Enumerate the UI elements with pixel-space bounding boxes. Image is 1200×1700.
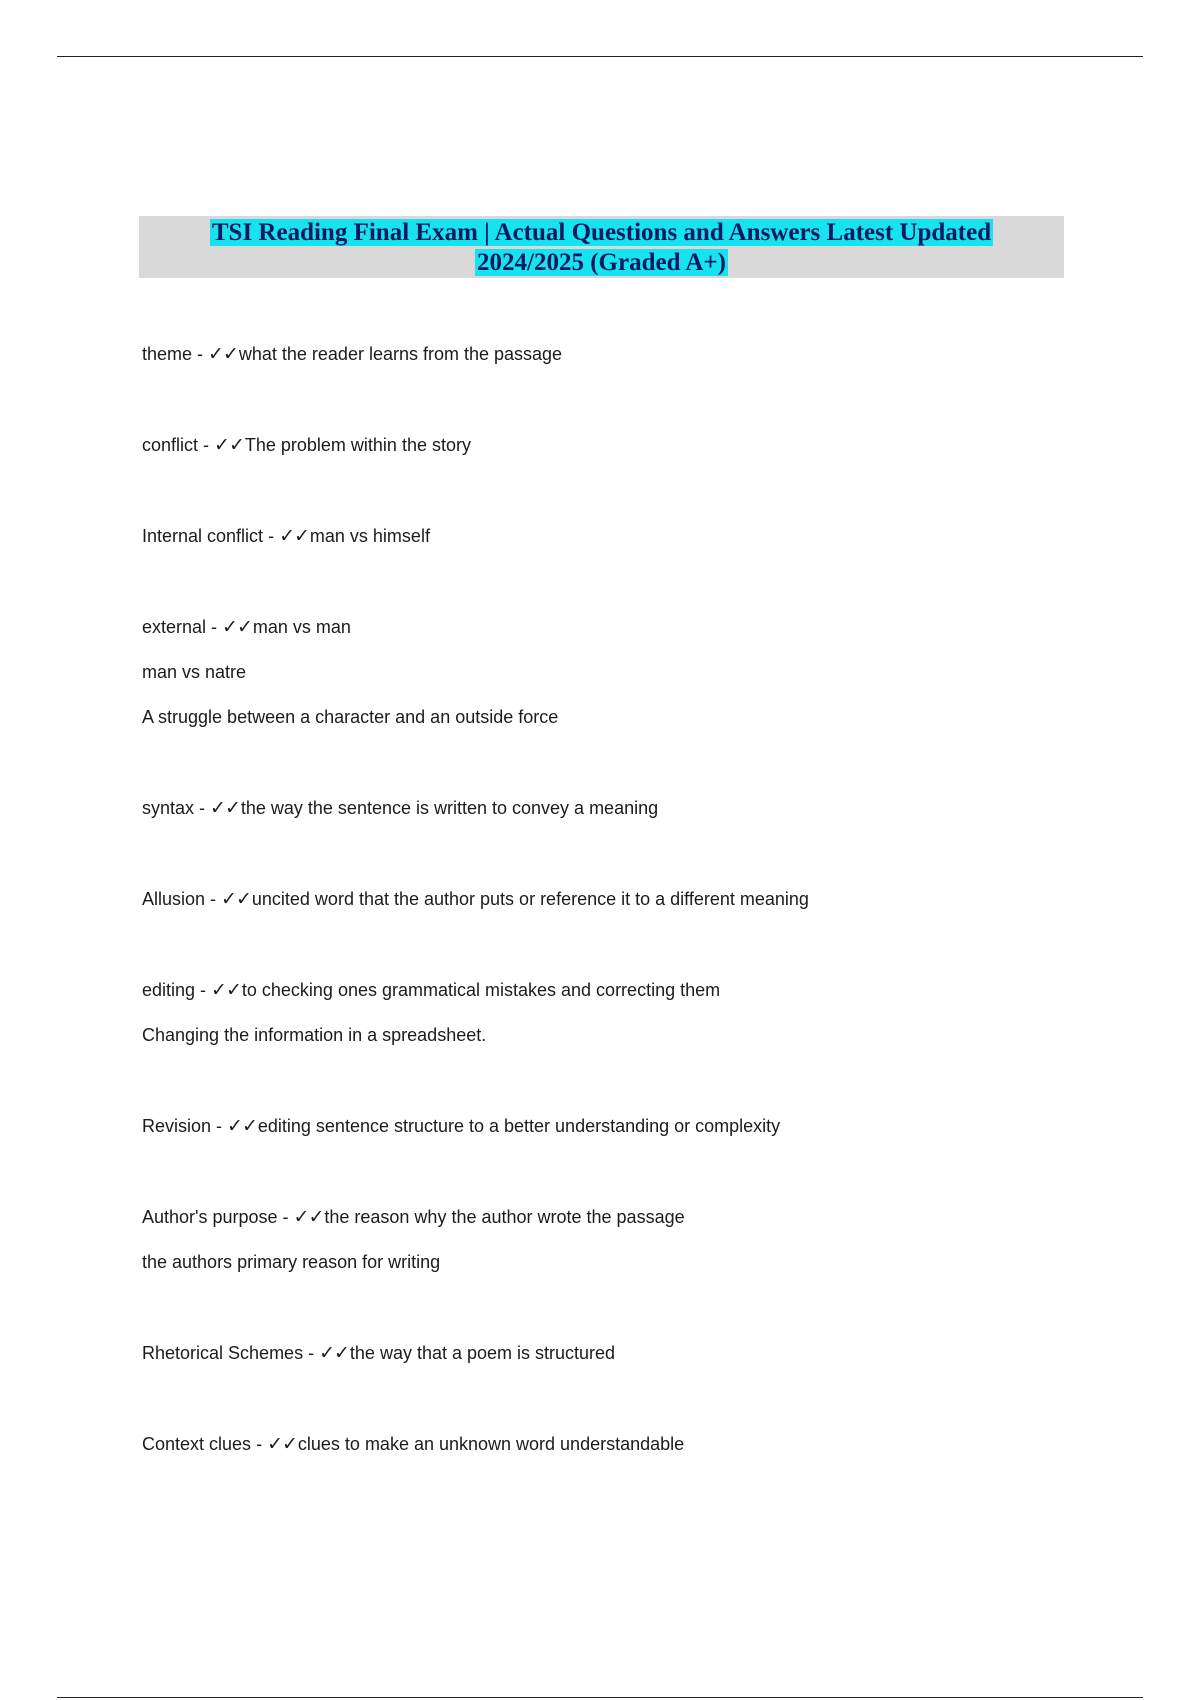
- answer: editing sentence structure to a better understanding or complexity: [257, 1116, 781, 1136]
- answer: The problem within the story: [244, 435, 471, 455]
- qa-entry: [142, 434, 1122, 456]
- term: syntax: [142, 798, 195, 818]
- qa-line: Rhetorical Schemes - ✓✓the way that a poem is structured: [142, 1342, 616, 1364]
- qa-line: Allusion - ✓✓uncited word that the author puts or reference it to a different meaning: [142, 888, 809, 910]
- double-check-icon: ✓✓: [208, 343, 238, 365]
- answer: clues to make an unknown word understandable: [297, 1434, 685, 1454]
- answer: the way that a poem is structured: [349, 1343, 616, 1363]
- title-line-1: TSI Reading Final Exam | Actual Questions and Answers Latest Updated: [211, 219, 992, 246]
- qa-line: external - ✓✓man vs man: [142, 616, 351, 638]
- qa-line: conflict - ✓✓The problem within the story: [142, 434, 471, 456]
- double-check-icon: ✓✓: [279, 525, 309, 547]
- qa-entry: [142, 525, 1122, 547]
- qa-entry: [142, 888, 1122, 910]
- qa-entry: [142, 1433, 1122, 1455]
- term: Rhetorical Schemes: [142, 1343, 304, 1363]
- answer: the reason why the author wrote the passage: [324, 1207, 685, 1227]
- answer-extra-line: Changing the information in a spreadsheet.: [142, 1025, 487, 1045]
- qa-line: theme - ✓✓what the reader learns from the passage: [142, 343, 563, 365]
- qa-entry: [142, 1342, 1122, 1364]
- qa-entry: [142, 979, 1122, 1046]
- double-check-icon: ✓✓: [211, 979, 241, 1001]
- term: Context clues: [142, 1434, 252, 1454]
- qa-line: syntax - ✓✓the way the sentence is written to convey a meaning: [142, 797, 659, 819]
- qa-entry: [142, 797, 1122, 819]
- footer-rule: [57, 1697, 1143, 1698]
- qa-entry: [142, 1206, 1122, 1273]
- answer: man vs himself: [309, 526, 430, 546]
- header-rule: [57, 56, 1143, 57]
- double-check-icon: ✓✓: [221, 888, 251, 910]
- qa-entry: [142, 343, 1122, 365]
- answer-extra-line: man vs natre: [142, 662, 247, 682]
- qa-line: Internal conflict - ✓✓man vs himself: [142, 525, 430, 547]
- double-check-icon: ✓✓: [222, 616, 252, 638]
- qa-line: editing - ✓✓to checking ones grammatical mistakes and correcting them: [142, 979, 721, 1001]
- answer-extra-line: A struggle between a character and an outside force: [142, 707, 559, 727]
- term: Author's purpose: [142, 1207, 278, 1227]
- qa-entry: [142, 616, 1122, 728]
- answer: to checking ones grammatical mistakes and correcting them: [241, 980, 721, 1000]
- qa-entry: [142, 1115, 1122, 1137]
- qa-line: Context clues - ✓✓clues to make an unknown word understandable: [142, 1433, 685, 1455]
- double-check-icon: ✓✓: [214, 434, 244, 456]
- answer: man vs man: [252, 617, 351, 637]
- qa-line: Author's purpose - ✓✓the reason why the author wrote the passage: [142, 1206, 685, 1228]
- double-check-icon: ✓✓: [293, 1206, 324, 1228]
- term: conflict: [142, 435, 199, 455]
- double-check-icon: ✓✓: [267, 1433, 297, 1455]
- title-line-2: 2024/2025 (Graded A+): [477, 249, 726, 276]
- answer: the way the sentence is written to convey a meaning: [240, 798, 659, 818]
- term: theme: [142, 344, 193, 364]
- answer: what the reader learns from the passage: [238, 344, 563, 364]
- term: external: [142, 617, 207, 637]
- double-check-icon: ✓✓: [319, 1342, 349, 1364]
- term: Internal conflict: [142, 526, 264, 546]
- qa-line: Revision - ✓✓editing sentence structure to a better understanding or complexity: [142, 1115, 781, 1137]
- answer: uncited word that the author puts or reference it to a different meaning: [251, 889, 809, 909]
- answer-extra-line: the authors primary reason for writing: [142, 1252, 441, 1272]
- double-check-icon: ✓✓: [227, 1115, 257, 1137]
- term: Allusion: [142, 889, 206, 909]
- double-check-icon: ✓✓: [210, 797, 240, 819]
- term: Revision: [142, 1116, 212, 1136]
- title-band: [139, 216, 1064, 278]
- term: editing: [142, 980, 196, 1000]
